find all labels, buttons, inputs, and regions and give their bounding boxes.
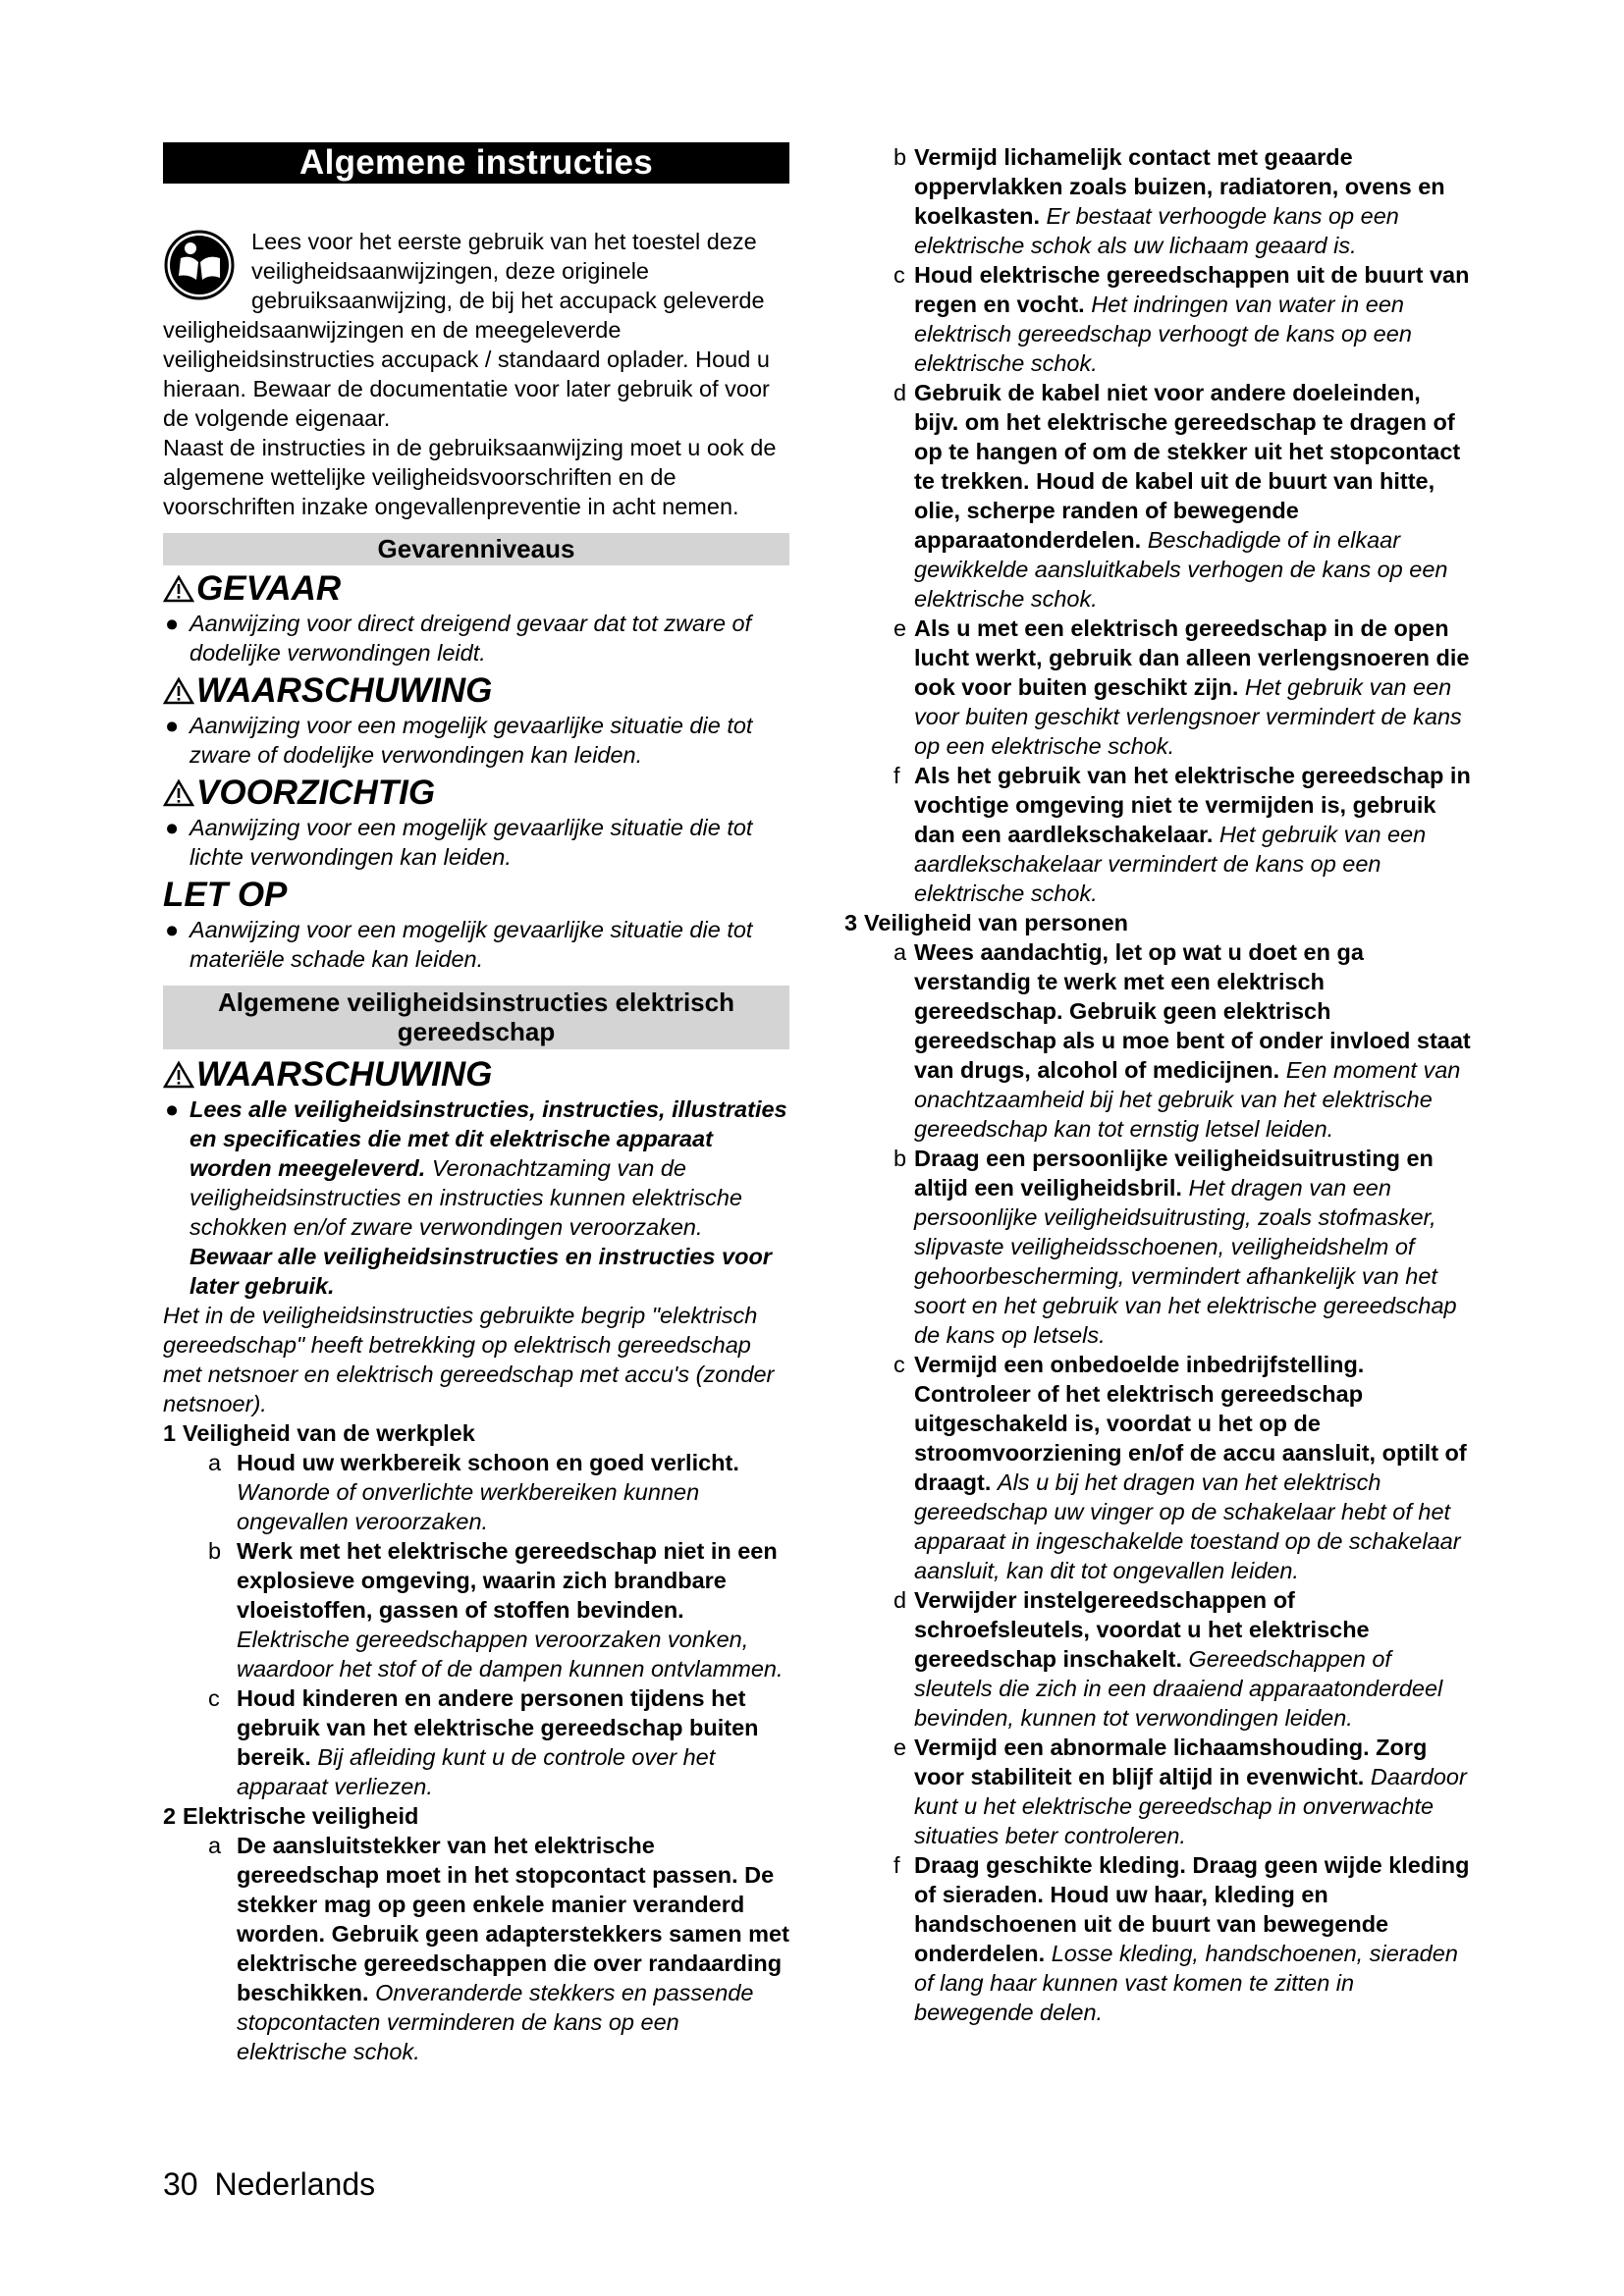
tool-safety-heading: Algemene veiligheidsinstructies elektrisch gereedschap [163, 986, 789, 1049]
list-item: c Houd kinderen en andere personen tijdens het gebruik van het elektrische gereedschap buiten bereik. Bij afleiding kunt u de controle over het apparaat verliezen. [208, 1685, 759, 1799]
section-heading: 2 Elektrische veiligheid [163, 1803, 419, 1829]
list-item: a De aansluitstekker van het elektrische gereedschap moet in het stopcontact passen. De stekker mag op geen enkele manier veranderd worden. Gebruik geen adapterstekkers samen met elektrische gereedschappen die over randaarding beschikken. Onveranderde stekkers en passende stopcontacten verminderen de kans op een elektrische schok. [208, 1833, 789, 2064]
footer-language: Nederlands [214, 2166, 376, 2202]
hazard-text: ● Aanwijzing voor een mogelijk gevaarlijke situatie die tot materiële schade kan leiden. [165, 917, 753, 972]
list-item: c Vermijd een onbedoelde inbedrijfstelling. Controleer of het elektrisch gereedschap uitgeschakeld is, voordat u het op de stroomvoorziening en/of de accu aansluit, optilt of draagt. Als u bij het dragen van het elektrisch gereedschap uw vinger op de schakelaar hebt of het apparaat in ingeschakelde toestand op de schakelaar aansluit, kan dit tot ongevallen leiden. [893, 1352, 1467, 1583]
right-column [844, 142, 1471, 2027]
tool-warning-text: ● Lees alle veiligheidsinstructies, instructies, illustraties en specificaties die met dit elektrische apparaat worden meegeleverd. Veronachtzaming van de veiligheidsinstructies en instructies kunnen elektrische schokken en/of zware verwondingen veroorzaken. Bewaar alle veiligheidsinstructies en instructies voor later gebruik. [165, 1096, 787, 1299]
signal-word-let-op: LET OP [163, 876, 288, 914]
warning-triangle-icon [163, 1059, 194, 1091]
tool-definition: Het in de veiligheidsinstructies gebruikte begrip "elektrisch gereedschap" heeft betrekking op elektrisch gereedschap met netsnoer en elektrisch gereedschap met accu's (zonder netsnoer). [163, 1303, 775, 1416]
signal-word-waarschuwing: WAARSCHUWING [163, 671, 789, 711]
left-column [163, 142, 789, 2066]
list-item: c Houd elektrische gereedschappen uit de buurt van regen en vocht. Het indringen van water in een elektrisch gereedschap verhoogt de kans op een elektrische schok. [893, 262, 1470, 376]
warning-triangle-icon [163, 573, 194, 605]
section-heading: 1 Veiligheid van de werkplek [163, 1420, 475, 1446]
list-item: a Houd uw werkbereik schoon en goed verlicht. Wanorde of onverlichte werkbereiken kunnen ongevallen veroorzaken. [208, 1450, 739, 1534]
list-item: d Gebruik de kabel niet voor andere doeleinden, bijv. om het elektrische gereedschap te dragen of op te hangen of om de stekker uit het stopcontact te trekken. Houd de kabel uit de buurt van hitte, olie, scherpe randen of bewegende apparaatonderdelen. Beschadigde of in elkaar gewikkelde aansluitkabels verhogen de kans op een elektrische schok. [893, 380, 1461, 612]
hazard-text: ● Aanwijzing voor een mogelijk gevaarlijke situatie die tot zware of dodelijke verwondingen kan leiden. [165, 713, 753, 768]
page-number: 30 [163, 2166, 198, 2202]
page-footer [163, 2165, 375, 2203]
list-item: e Als u met een elektrisch gereedschap in de open lucht werkt, gebruik dan alleen verlengsnoeren die ook voor buiten geschikt zijn. Het gebruik van een voor buiten geschikt verlengsnoer vermindert de kans op een elektrische schok. [893, 615, 1470, 759]
hazard-text: ● Aanwijzing voor direct dreigend gevaar dat tot zware of dodelijke verwondingen leidt. [165, 611, 752, 666]
section-title: Algemene instructies [163, 142, 789, 184]
hazard-text: ● Aanwijzing voor een mogelijk gevaarlijke situatie die tot lichte verwondingen kan leiden. [165, 815, 753, 870]
intro-text [163, 186, 789, 433]
list-item: b Draag een persoonlijke veiligheidsuitrusting en altijd een veiligheidsbril. Het dragen van een persoonlijke veiligheidsuitrusting, zoals stofmasker, slipvaste veiligheidsschoenen, veiligheidshelm of gehoorbescherming, vermindert afhankelijk van het soort en het gebruik van het elektrische gereedschap de kans op letsels. [893, 1146, 1457, 1348]
signal-word-waarschuwing: WAARSCHUWING [163, 1055, 789, 1095]
read-manual-icon [163, 229, 236, 301]
hazard-levels-heading: Gevarenniveaus [163, 533, 789, 565]
list-item: f Draag geschikte kleding. Draag geen wijde kleding of sieraden. Houd uw haar, kleding en handschoenen uit de buurt van bewegende onderdelen. Losse kleding, handschoenen, sieraden of lang haar kunnen vast komen te zitten in bewegende delen. [893, 1852, 1470, 2025]
list-item: a Wees aandachtig, let op wat u doet en ga verstandig te werk met een elektrisch gereedschap. Gebruik geen elektrisch gereedschap als u moe bent of onder invloed staat van drugs, alcohol of medicijnen. Een moment van onachtzaamheid bij het gebruik van het elektrische gereedschap kan tot ernstig letsel leiden. [893, 939, 1471, 1142]
hazard-list [163, 569, 789, 974]
warning-triangle-icon [163, 675, 194, 707]
warning-triangle-icon [163, 777, 194, 809]
intro-paragraph-2: Naast de instructies in de gebruiksaanwijzing moet u ook de algemene wettelijke veiligheidsvoorschriften en de voorschriften inzake ongevallenpreventie in acht nemen. [163, 435, 777, 519]
intro [163, 186, 789, 521]
list-item: b Vermijd lichamelijk contact met geaarde oppervlakken zoals buizen, radiatoren, ovens en koelkasten. Er bestaat verhoogde kans op een elektrische schok als uw lichaam geaard is. [893, 144, 1445, 258]
signal-word-gevaar: GEVAAR [163, 569, 789, 609]
intro-paragraph-1: Lees voor het eerste gebruik van het toestel deze veiligheidsaanwijzingen, deze originele gebruiksaanwijzing, de bij het accupack geleverde veiligheidsaanwijzingen en de meegeleverde veiligheidsinstructies accupack / standaard oplader. Houd u hieraan. Bewaar de documentatie voor later gebruik of voor de volgende eigenaar. [163, 229, 770, 431]
list-item: e Vermijd een abnormale lichaamshouding. Zorg voor stabiliteit en blijf altijd in evenwicht. Daardoor kunt u het elektrische gereedschap in onverwachte situaties beter controleren. [893, 1735, 1467, 1848]
signal-word-voorzichtig: VOORZICHTIG [163, 774, 789, 813]
list-item: f Als het gebruik van het elektrische gereedschap in vochtige omgeving niet te vermijden is, gebruik dan een aardlekschakelaar. Het gebruik van een aardlekschakelaar vermindert de kans op een elektrische schok. [893, 763, 1471, 906]
list-item: d Verwijder instelgereedschappen of schroefsleutels, voordat u het elektrische gereedschap inschakelt. Gereedschappen of sleutels die zich in een draaiend apparaatonderdeel bevinden, kunnen tot verwondingen leiden. [893, 1587, 1443, 1731]
section-heading: 3 Veiligheid van personen [844, 910, 1129, 935]
list-item: b Werk met het elektrische gereedschap niet in een explosieve omgeving, waarin zich brandbare vloeistoffen, gassen of stoffen bevinden. Elektrische gereedschappen veroorzaken vonken, waardoor het stof of de dampen kunnen ontvlammen. [208, 1538, 784, 1682]
